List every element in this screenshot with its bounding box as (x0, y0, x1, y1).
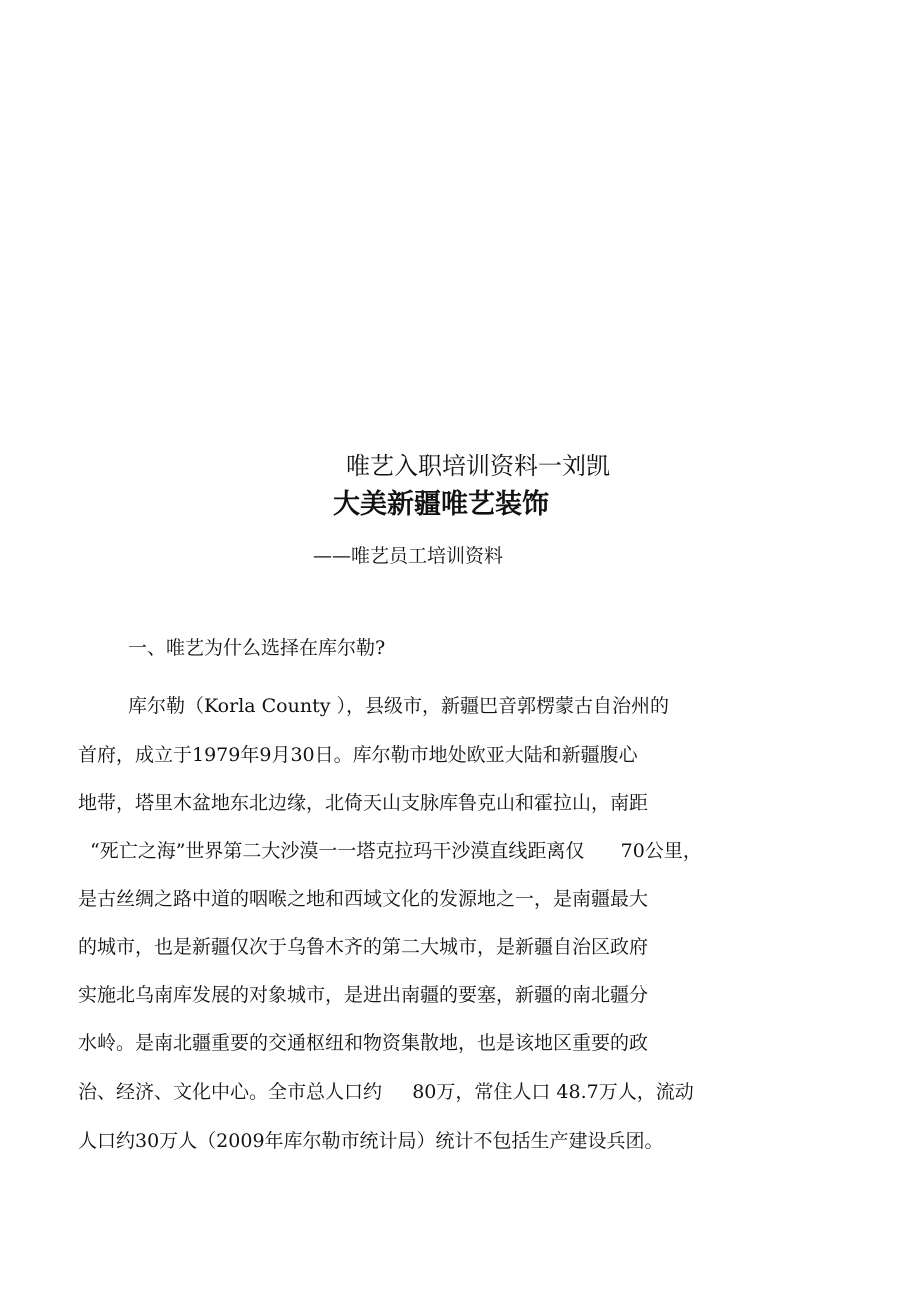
paragraph-line: “死亡之海”世界第二大沙漠一一塔克拉玛干沙漠直线距离仅 70公里， (90, 840, 702, 862)
paragraph-line: 治、经济、文化中心。全市总人口约 80万，常住人口 48.7万人，流动 (78, 1081, 694, 1103)
section-heading: 一、唯艺为什么选择在库尔勒? (128, 637, 386, 659)
paragraph-line: 首府，成立于1979年9月30日。库尔勒市地处欧亚大陆和新疆腹心 (78, 744, 638, 766)
document-title: 唯艺入职培训资料一刘凯 (346, 452, 610, 480)
paragraph-line: 库尔勒（Korla County ），县级市，新疆巴音郭楞蒙古自治州的 (128, 695, 670, 717)
paragraph-line: 水岭。是南北疆重要的交通枢纽和物资集散地，也是该地区重要的政 (78, 1032, 649, 1054)
document-subtitle-sub: ——唯艺员工培训资料 (313, 545, 504, 567)
document-subtitle-main: 大美新疆唯艺装饰 (333, 489, 549, 520)
paragraph-line: 是古丝绸之路中道的咽喉之地和西域文化的发源地之一，是南疆最大 (78, 888, 649, 910)
paragraph-line: 实施北乌南库发展的对象城市，是进出南疆的要塞，新疆的南北疆分 (78, 984, 649, 1006)
paragraph-line: 的城市，也是新疆仅次于乌鲁木齐的第二大城市，是新疆自治区政府 (78, 936, 649, 958)
paragraph-line: 人口约30万人（2009年库尔勒市统计局）统计不包括生产建设兵团。 (78, 1130, 664, 1152)
paragraph-line: 地带，塔里木盆地东北边缘，北倚天山支脉库鲁克山和霍拉山，南距 (78, 792, 649, 814)
